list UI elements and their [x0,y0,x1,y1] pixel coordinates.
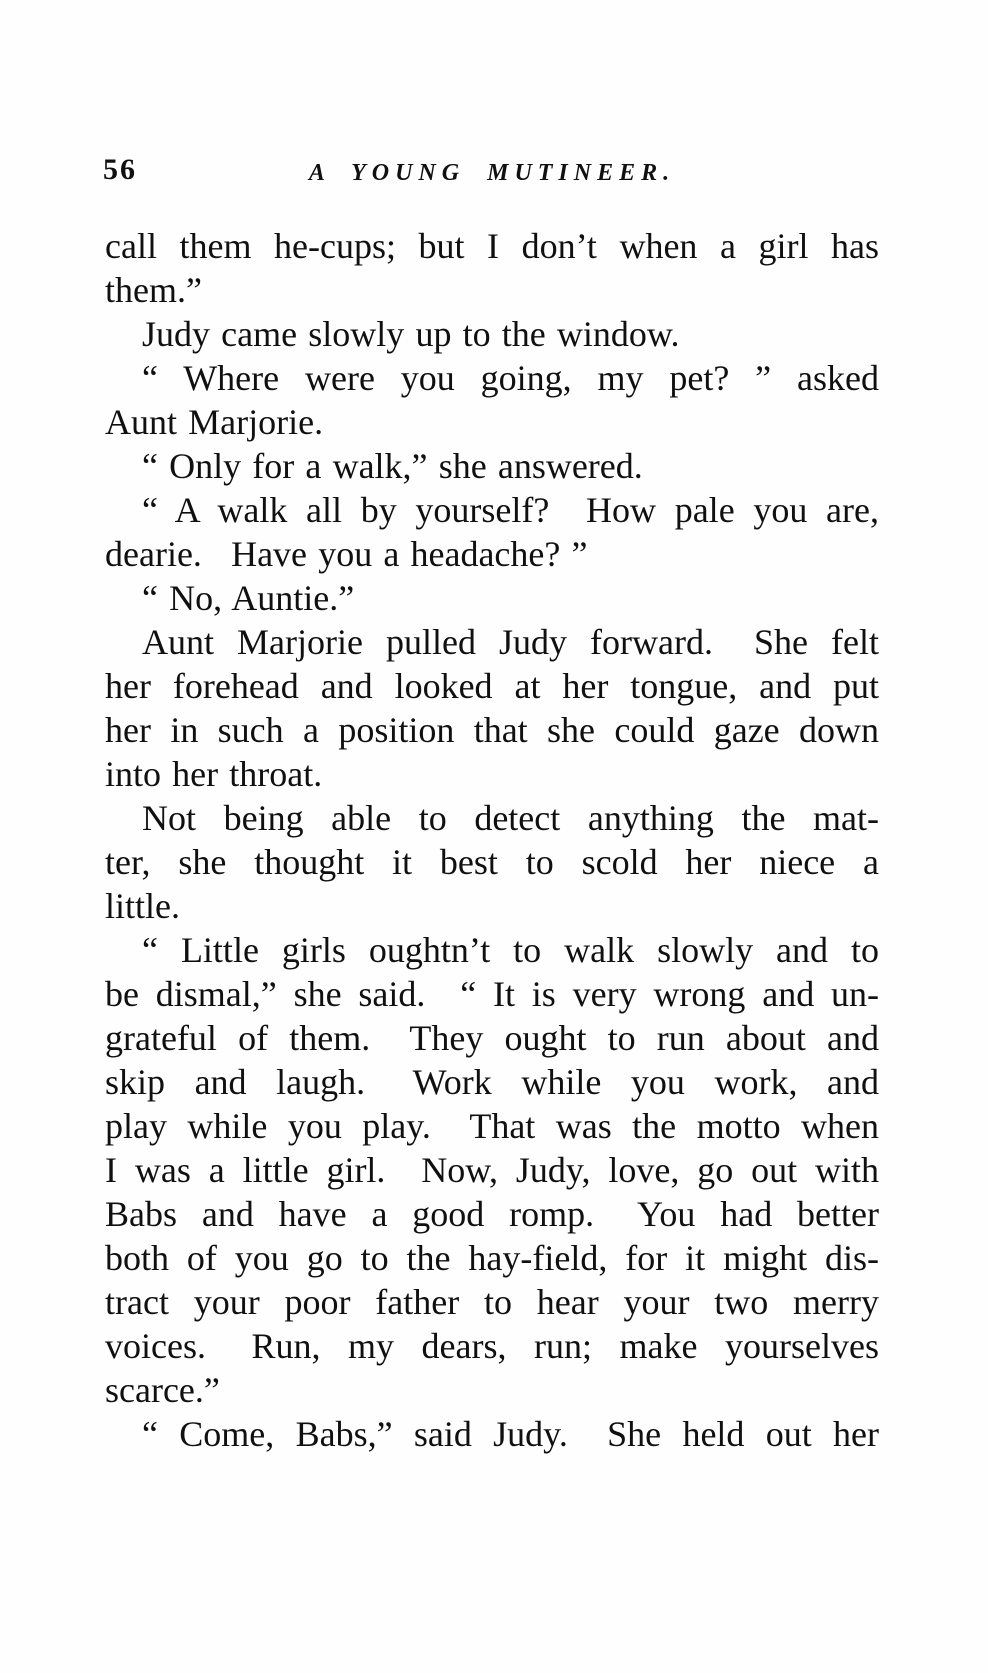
text-line: little. [105,886,180,926]
text-line: “ Little girls oughtn’t to walk slowly and to [142,930,879,970]
page-header [103,153,879,194]
page-number: 56 [103,153,137,186]
page-text [105,224,879,1456]
running-title: A YOUNG MUTINEER. [308,160,676,186]
text-line: Aunt Marjorie. [105,402,324,442]
text-line: dearie. Have you a headache? ” [105,534,588,574]
text-line: both of you go to the hay-field, for it might dis- [105,1238,879,1278]
text-line: “ Only for a walk,” she answered. [142,446,643,486]
text-line: be dismal,” she said. “ It is very wrong and un- [105,974,879,1014]
text-line: tract your poor father to hear your two merry [105,1282,879,1322]
text-line: ter, she thought it best to scold her niece a [105,842,879,882]
text-line: Not being able to detect anything the mat- [142,798,879,838]
text-line: “ A walk all by yourself? How pale you are, [142,490,879,530]
text-line: Babs and have a good romp. You had better [105,1194,879,1234]
text-line: “ Where were you going, my pet? ” asked [142,358,879,398]
text-line: “ No, Auntie.” [142,578,355,618]
text-line: voices. Run, my dears, run; make yourselves [105,1326,879,1366]
text-line: call them he-cups; but I don’t when a girl has [105,226,879,266]
text-line: her forehead and looked at her tongue, and put [105,666,879,706]
text-line: Judy came slowly up to the window. [142,314,680,354]
text-line: her in such a position that she could gaze down [105,710,879,750]
text-line: grateful of them. They ought to run about and [105,1018,879,1058]
text-line: “ Come, Babs,” said Judy. She held out her [142,1414,879,1454]
text-line: I was a little girl. Now, Judy, love, go out with [105,1150,879,1190]
text-line: scarce.” [105,1370,220,1410]
text-line: them.” [105,270,202,310]
text-line: into her throat. [105,754,323,794]
text-line: play while you play. That was the motto when [105,1106,879,1146]
text-line: skip and laugh. Work while you work, and [105,1062,879,1102]
text-line: Aunt Marjorie pulled Judy forward. She felt [142,622,879,662]
